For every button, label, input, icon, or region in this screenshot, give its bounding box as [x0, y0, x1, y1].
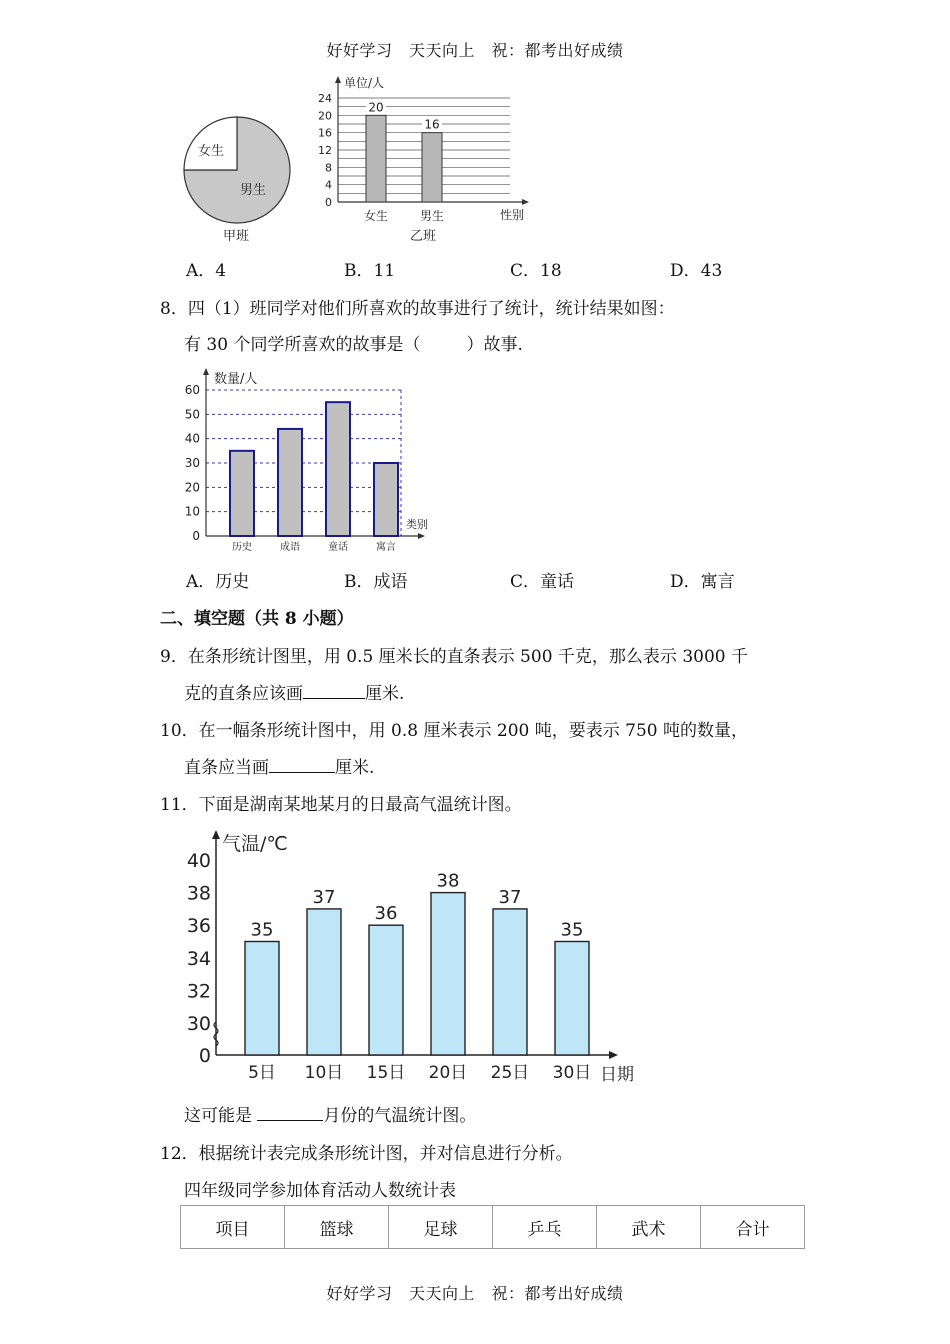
- x-axis-label: 类别: [406, 518, 428, 531]
- x-tick-label: 25日: [490, 1063, 530, 1083]
- q10-text-after: 厘米.: [335, 758, 375, 778]
- q9-text-before: 克的直条应该画: [184, 684, 303, 704]
- bar: [366, 115, 386, 202]
- bar: [422, 133, 442, 202]
- q9-text-after: 厘米.: [365, 684, 405, 704]
- bar: [493, 909, 527, 1055]
- y-tick-label: 40: [184, 431, 200, 446]
- q11-answer-blank[interactable]: [257, 1106, 323, 1121]
- data-label: 37: [498, 886, 522, 908]
- y-tick-label: 38: [186, 882, 211, 905]
- y-tick-label: 0: [325, 196, 332, 209]
- x-tick-label: 20日: [428, 1063, 468, 1083]
- bar: [307, 909, 341, 1055]
- q10-text-before: 直条应当画: [184, 758, 269, 778]
- y-tick-label: 60: [184, 383, 200, 397]
- y-axis-arrow: [203, 368, 209, 375]
- y-tick-label: 30: [186, 1013, 211, 1035]
- x-tick-label: 5日: [248, 1063, 276, 1083]
- q8-text-after: ）故事.: [466, 335, 523, 355]
- table-header-cell: 项目: [181, 1206, 285, 1249]
- y-tick-label: 32: [186, 980, 211, 1003]
- q11-answer-line: [184, 1101, 476, 1126]
- data-label: 38: [436, 870, 460, 892]
- y-axis-unit: 单位/人: [344, 76, 385, 90]
- y-tick-label: 20: [184, 480, 200, 495]
- q8-option-a[interactable]: A．历史: [186, 572, 250, 592]
- x-tick-label: 男生: [419, 209, 445, 223]
- q10-question-line2: [184, 753, 374, 778]
- bar: [374, 463, 398, 536]
- bar: [278, 429, 302, 536]
- q12-stat-table: [180, 1205, 805, 1249]
- x-tick-label: 30日: [552, 1063, 592, 1083]
- q8-text-before: 有 30 个同学所喜欢的故事是（: [184, 335, 421, 355]
- bar: [431, 893, 465, 1055]
- x-tick-label: 10日: [304, 1063, 344, 1083]
- y-tick-label: 36: [186, 915, 211, 938]
- x-axis-arrow: [418, 533, 425, 539]
- q11-question: 11．下面是湖南某地某月的日最高气温统计图。: [160, 795, 522, 815]
- data-label: 36: [374, 903, 398, 925]
- y-tick-label: 40: [186, 850, 211, 872]
- x-tick-label: 15日: [366, 1063, 406, 1083]
- pie-caption: 甲班: [223, 229, 250, 244]
- q11-text-before: 这可能是: [184, 1106, 258, 1126]
- q8-option-d[interactable]: D．寓言: [670, 572, 735, 592]
- bar-chart-caption: 乙班: [410, 229, 437, 244]
- y-axis-arrow: [335, 76, 341, 83]
- q9-answer-blank[interactable]: [303, 684, 365, 699]
- x-tick-label: 寓言: [376, 542, 396, 553]
- q12-question: 12．根据统计表完成条形统计图，并对信息进行分析。: [160, 1144, 573, 1164]
- y-tick-label: 34: [186, 947, 211, 970]
- section-title: 二、填空题（共 8 小题）: [160, 609, 354, 629]
- q7-option-a[interactable]: A．4: [186, 261, 227, 281]
- q7-option-c[interactable]: C．18: [510, 261, 562, 281]
- page-header: 好好学习 天天向上 祝：都考出好成绩: [326, 41, 624, 60]
- y-axis-arrow: [212, 830, 220, 839]
- table-header-row: [181, 1206, 805, 1249]
- y-tick-label: 50: [184, 407, 200, 422]
- q8-bar-chart: [176, 364, 441, 559]
- y-tick-label: 30: [184, 456, 200, 470]
- y-tick-label: 10: [184, 504, 200, 519]
- bar: [326, 402, 350, 536]
- bar: [230, 451, 254, 536]
- q11-text-after: 月份的气温统计图。: [323, 1106, 477, 1126]
- q7-option-b[interactable]: B．11: [344, 261, 396, 281]
- q8-option-c[interactable]: C．童话: [510, 572, 575, 592]
- y-tick-label: 0: [198, 1045, 211, 1067]
- bar: [369, 925, 403, 1055]
- q9-question-line2: [184, 679, 404, 704]
- bar: [245, 942, 279, 1056]
- q12-table-title: 四年级同学参加体育活动人数统计表: [184, 1181, 456, 1201]
- data-label: 37: [312, 886, 336, 908]
- x-axis-arrow: [522, 199, 529, 205]
- q10-answer-blank[interactable]: [269, 758, 335, 773]
- y-tick-label: 12: [318, 144, 332, 157]
- page-footer: 好好学习 天天向上 祝：都考出好成绩: [326, 1284, 624, 1303]
- table-header-cell: 乒乓: [493, 1206, 597, 1249]
- x-tick-label: 女生: [363, 209, 389, 223]
- x-tick-label: 成语: [280, 542, 300, 553]
- y-tick-label: 8: [325, 161, 332, 175]
- y-axis-unit: 气温/℃: [222, 833, 288, 855]
- pie-label-girls: 女生: [198, 144, 225, 159]
- data-label: 35: [250, 919, 274, 941]
- q11-bar-chart: [180, 826, 645, 1088]
- x-axis-arrow: [609, 1051, 618, 1059]
- q10-question: 10．在一幅条形统计图中，用 0.8 厘米表示 200 吨，要表示 750 吨的数量，: [160, 721, 748, 741]
- bar: [555, 942, 589, 1056]
- data-label: 20: [368, 100, 384, 115]
- y-tick-label: 16: [318, 126, 332, 140]
- table-header-cell: 足球: [389, 1206, 493, 1249]
- q8-question-line2: [184, 330, 523, 355]
- table-header-cell: 武术: [597, 1206, 701, 1249]
- y-tick-label: 20: [318, 109, 332, 123]
- x-tick-label: 童话: [328, 542, 348, 553]
- q7-bar-chart: [310, 74, 540, 249]
- y-axis-unit: 数量/人: [214, 372, 258, 387]
- q7-pie-chart: [178, 112, 298, 247]
- x-axis-label: 性别: [500, 208, 525, 222]
- y-tick-label: 24: [318, 92, 332, 105]
- y-tick-label: 4: [325, 178, 332, 192]
- y-tick-label: 0: [192, 529, 200, 543]
- data-label: 35: [560, 919, 584, 941]
- table-header-cell: 篮球: [285, 1206, 389, 1249]
- data-label: 16: [424, 117, 440, 132]
- q8-option-b[interactable]: B．成语: [344, 572, 408, 592]
- q8-question: 8．四（1）班同学对他们所喜欢的故事进行了统计，统计结果如图：: [160, 299, 675, 319]
- pie-label-boys: 男生: [240, 183, 267, 198]
- table-header-cell: 合计: [701, 1206, 805, 1249]
- q7-option-d[interactable]: D．43: [670, 261, 723, 281]
- q9-question: 9．在条形统计图里，用 0.5 厘米长的直条表示 500 千克，那么表示 3000 千: [160, 647, 748, 667]
- x-tick-label: 历史: [232, 542, 252, 553]
- x-axis-label: 日期: [600, 1065, 634, 1085]
